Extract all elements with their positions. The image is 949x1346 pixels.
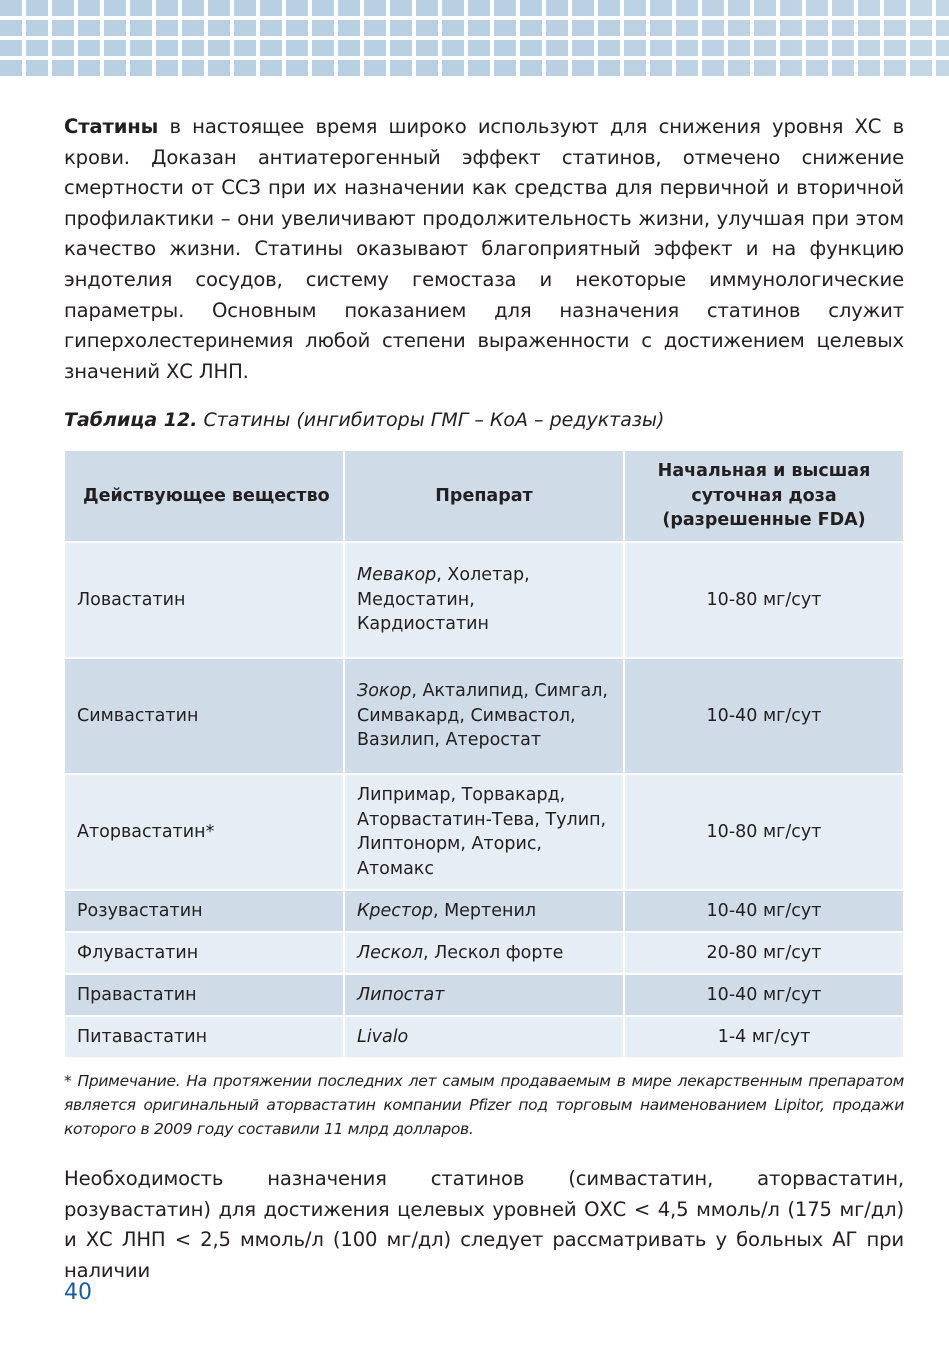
table-row-pravastatin	[64, 974, 904, 1016]
cell-drug-others: , Акталипид, Симгал, Симвакард, Симвастол, Вазилип, Атеростат	[357, 681, 608, 751]
cell-drug-others: , Холетар, Медостатин, Кардиостатин	[357, 565, 530, 635]
cell-dose: 10-80 мг/сут	[624, 542, 904, 658]
cell-drug-brand: Мевакор	[357, 565, 437, 586]
cell-drug	[344, 658, 624, 774]
table-header-row	[64, 450, 904, 542]
cell-dose: 10-80 мг/сут	[624, 774, 904, 890]
cell-drug-others: Липримар, Торвакард, Аторвастатин-Тева, Тулип, Липтонорм, Аторис, Атомакс	[357, 785, 607, 879]
cell-drug	[344, 890, 624, 932]
page-number: 40	[64, 1280, 92, 1305]
header-decoration-fade	[0, 0, 949, 80]
cell-dose: 1-4 мг/сут	[624, 1016, 904, 1058]
cell-substance: Аторвастатин*	[64, 774, 344, 890]
table-row-pitavastatin	[64, 1016, 904, 1058]
cell-drug-others: , Лескол форте	[423, 942, 564, 963]
cell-dose: 10-40 мг/сут	[624, 658, 904, 774]
cell-substance: Ловастатин	[64, 542, 344, 658]
table-caption-title: Статины (ингибиторы ГМГ – КоА – редуктазы)	[197, 409, 665, 431]
cell-drug-brand: Зокор	[357, 681, 412, 702]
table-footnote: * Примечание. На протяжении последних лет самым продаваемым в мире лекарственным препаратом является оригинальный аторвастатин компании Pfizer под торговым наименованием Lipitor, продажи которого в 2009 году составили 11 млрд долларов.	[64, 1072, 904, 1138]
cell-substance: Симвастатин	[64, 658, 344, 774]
table-caption	[64, 406, 904, 434]
table-row-rosuvastatin	[64, 890, 904, 932]
table-caption-number: Таблица 12.	[64, 409, 198, 431]
cell-drug-others: , Мертенил	[432, 900, 536, 921]
cell-substance: Питавастатин	[64, 1016, 344, 1058]
cell-drug-brand: Livalo	[357, 1026, 409, 1047]
cell-drug-brand: Крестор	[357, 900, 433, 921]
cell-dose: 10-40 мг/сут	[624, 890, 904, 932]
cell-drug	[344, 932, 624, 974]
header-drug: Препарат	[344, 450, 624, 542]
cell-drug-brand: Лескол	[357, 942, 424, 963]
cell-dose: 20-80 мг/сут	[624, 932, 904, 974]
intro-paragraph-text: в настоящее время широко используют для снижения уровня ХС в крови. Доказан антиатерогенный эффект статинов, отмечено снижение смертности от ССЗ при их назначении как средства для первичной и вторичной профилактики – они увеличивают продолжительность жизни, улучшая при этом качество жизни. Статины оказывают благоприятный эффект и на функцию эндотелия сосудов, систему гемостаза и некоторые иммунологические параметры. Основным показанием для назначения статинов служит гиперхолестеринемия любой степени выраженности с достижением целевых значений ХС ЛНП.	[64, 115, 904, 383]
cell-substance: Правастатин	[64, 974, 344, 1016]
header-substance: Действующее вещество	[64, 450, 344, 542]
intro-paragraph	[64, 112, 904, 387]
table-row-atorvastatin	[64, 774, 904, 890]
header-dose: Начальная и высшая суточная доза (разрешенные FDA)	[624, 450, 904, 542]
table-row-simvastatin	[64, 658, 904, 774]
intro-lead-term: Статины	[64, 115, 159, 138]
cell-drug-brand: Липостат	[357, 984, 445, 1005]
cell-dose: 10-40 мг/сут	[624, 974, 904, 1016]
statins-table	[63, 449, 905, 1059]
cell-substance: Розувастатин	[64, 890, 344, 932]
table-row-lovastatin	[64, 542, 904, 658]
cell-drug	[344, 774, 624, 890]
cell-drug	[344, 542, 624, 658]
cell-drug	[344, 1016, 624, 1058]
cell-substance: Флувастатин	[64, 932, 344, 974]
table-row-fluvastatin	[64, 932, 904, 974]
outro-paragraph: Необходимость назначения статинов (симвастатин, аторвастатин, розувастатин) для достижения целевых уровней ОХС < 4,5 ммоль/л (175 мг/дл) и ХС ЛНП < 2,5 ммоль/л (100 мг/дл) следует рассматривать у больных АГ при наличии	[64, 1167, 904, 1282]
cell-drug	[344, 974, 624, 1016]
